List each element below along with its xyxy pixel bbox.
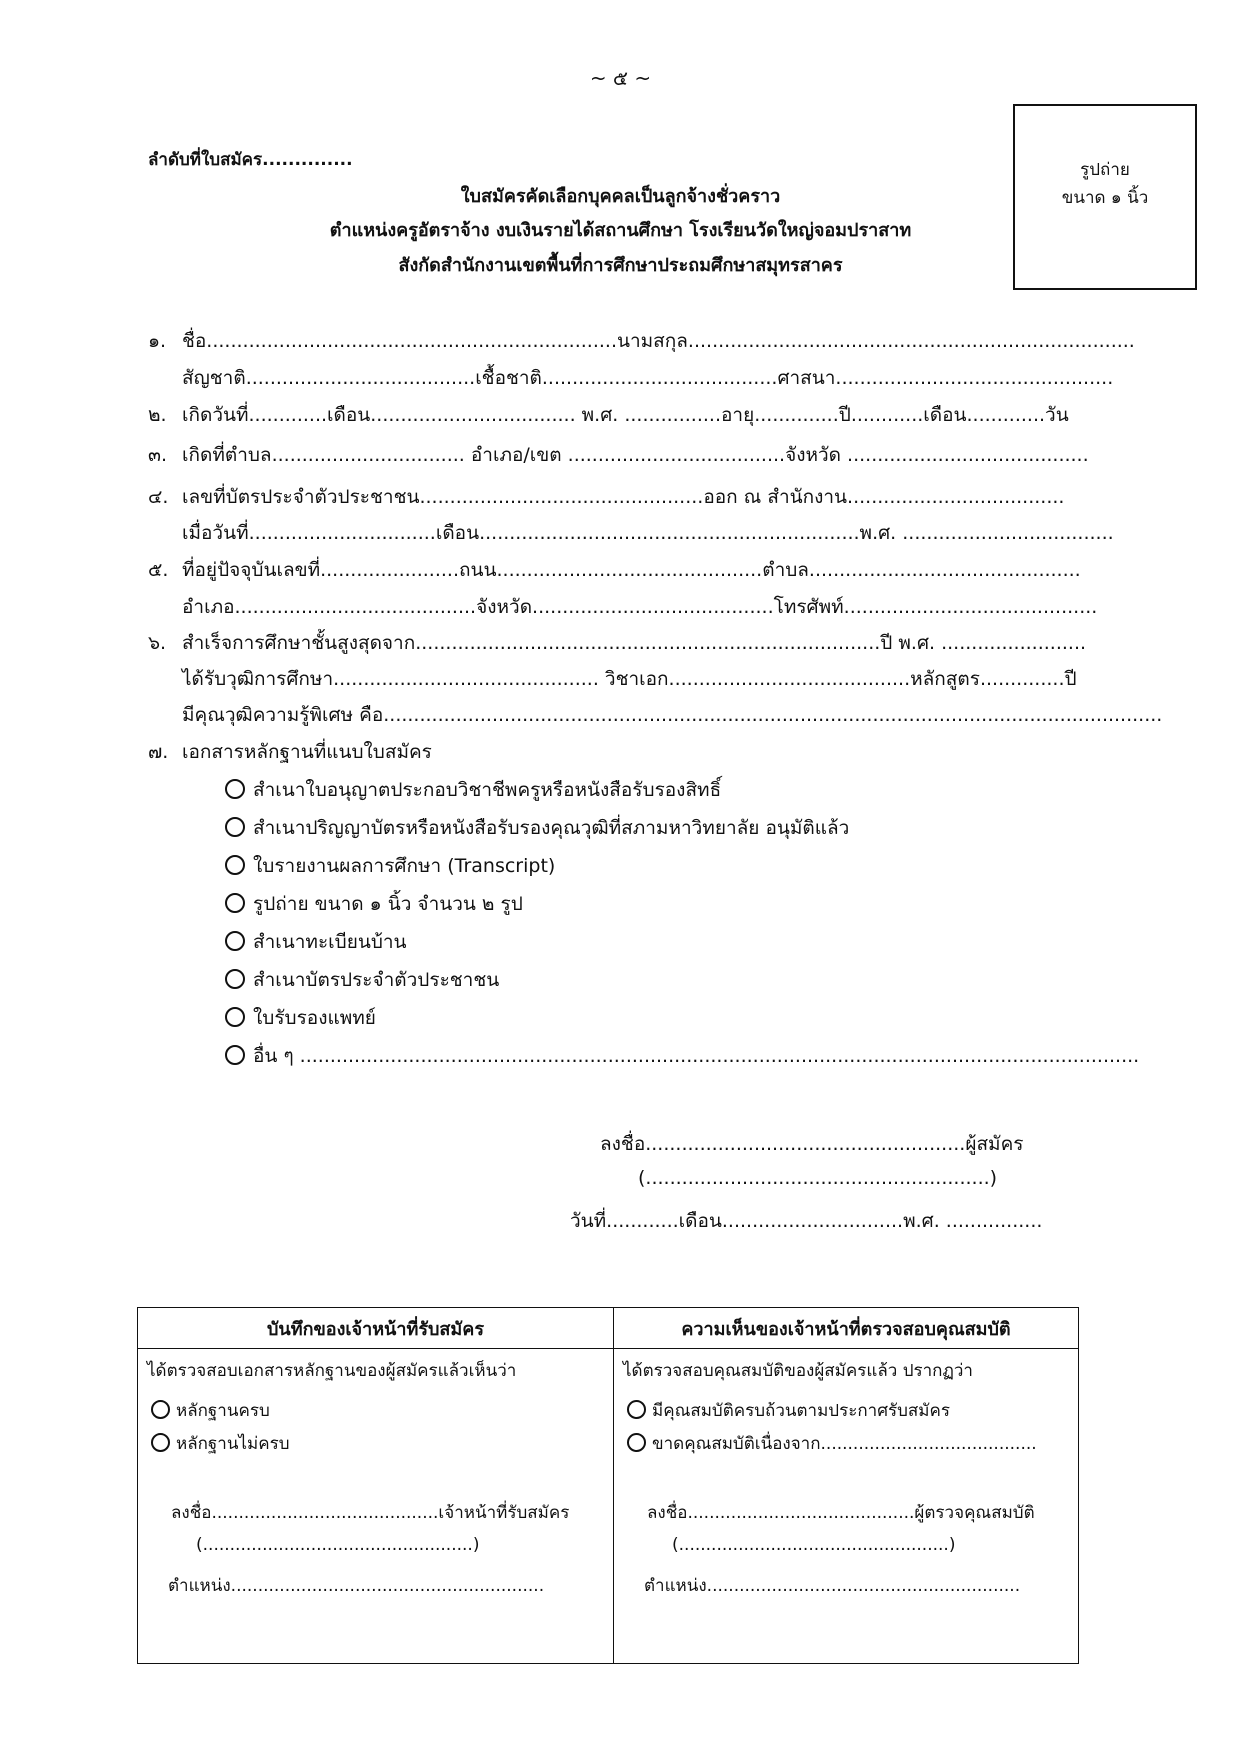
radio-circle-icon[interactable] bbox=[225, 817, 245, 837]
form-position-line: ตำแหน่งครูอัตราจ้าง งบเงินรายได้สถานศึกษา โรงเรียนวัดใหญ่จอมปราสาท bbox=[329, 220, 912, 241]
document-label: อื่น ๆ ........................................................................................................................................... bbox=[253, 1045, 1140, 1067]
radio-circle-icon[interactable] bbox=[151, 1433, 170, 1452]
radio-circle-icon[interactable] bbox=[627, 1400, 646, 1419]
document-label: รูปถ่าย ขนาด ๑ นิ้ว จำนวน ๒ รูป bbox=[253, 893, 523, 915]
left-header: บันทึกของเจ้าหน้าที่รับสมัคร bbox=[138, 1308, 614, 1349]
document-option-other[interactable] bbox=[225, 1041, 1139, 1071]
field-name-line[interactable] bbox=[148, 326, 1135, 356]
address-field[interactable]: ที่อยู่ปัจจุบันเลขที่.......................ถนน............................................ตำบล............................................. bbox=[182, 559, 1081, 581]
id-issue-date-field[interactable]: เมื่อวันที่...............................เดือน...............................................................พ.ศ. ................................... bbox=[182, 522, 1114, 544]
document-option[interactable] bbox=[225, 927, 407, 957]
document-option[interactable] bbox=[225, 889, 523, 919]
field-idcard-line[interactable] bbox=[148, 482, 1064, 512]
radio-circle-icon[interactable] bbox=[225, 1007, 245, 1027]
document-label: สำเนาบัตรประจำตัวประชาชน bbox=[253, 969, 500, 991]
item-number: ๔. bbox=[148, 486, 169, 508]
document-option[interactable] bbox=[225, 851, 555, 881]
documents-heading bbox=[148, 737, 432, 767]
field-birth-line[interactable] bbox=[148, 400, 1069, 430]
item-number: ๕. bbox=[148, 559, 169, 581]
education-field[interactable]: สำเร็จการศึกษาชั้นสูงสุดจาก.............................................................................ปี พ.ศ. ........................ bbox=[182, 632, 1087, 654]
receiver-option-incomplete[interactable] bbox=[151, 1430, 290, 1457]
document-label: ใบรับรองแพทย์ bbox=[253, 1007, 376, 1029]
id-card-field[interactable]: เลขที่บัตรประจำตัวประชาชน...............................................ออก ณ สำนักงาน.................................... bbox=[182, 486, 1065, 508]
receiver-signature-line[interactable]: ลงชื่อ..........................................เจ้าหน้าที่รับสมัคร bbox=[171, 1503, 570, 1523]
checker-option-qualified[interactable] bbox=[627, 1397, 950, 1424]
document-label: สำเนาปริญญาบัตรหรือหนังสือรับรองคุณวุฒิที่สภามหาวิทยาลัย อนุมัติแล้ว bbox=[253, 817, 850, 839]
checker-intro: ได้ตรวจสอบคุณสมบัติของผู้สมัครแล้ว ปรากฏว่า bbox=[623, 1361, 973, 1381]
radio-circle-icon[interactable] bbox=[225, 931, 245, 951]
receiver-record-cell bbox=[138, 1349, 613, 1663]
page-number: ~ ๕ ~ bbox=[589, 66, 652, 90]
document-option[interactable] bbox=[225, 1003, 376, 1033]
item-number: ๖. bbox=[148, 632, 167, 654]
checker-option-unqualified[interactable] bbox=[627, 1430, 1037, 1457]
document-option[interactable] bbox=[225, 813, 849, 843]
item-number: ๗. bbox=[148, 741, 169, 763]
checker-signature-line[interactable]: ลงชื่อ..........................................ผู้ตรวจคุณสมบัติ bbox=[647, 1503, 1035, 1523]
applicant-date-line[interactable]: วันที่............เดือน..............................พ.ศ. ................ bbox=[570, 1210, 1043, 1232]
document-option[interactable] bbox=[225, 775, 721, 805]
receiver-option-complete[interactable] bbox=[151, 1397, 270, 1424]
radio-circle-icon[interactable] bbox=[151, 1400, 170, 1419]
option-label: หลักฐานครบ bbox=[176, 1401, 270, 1421]
birth-date-field[interactable]: เกิดวันที่.............เดือน.................................. พ.ศ. ................อายุ..............ปี............เดือน.............วัน bbox=[182, 404, 1069, 426]
name-field[interactable]: ชื่อ....................................................................นามสกุล.......................................................................... bbox=[182, 330, 1135, 352]
radio-circle-icon[interactable] bbox=[225, 969, 245, 989]
radio-circle-icon[interactable] bbox=[225, 855, 245, 875]
applicant-signature-line[interactable]: ลงชื่อ.....................................................ผู้สมัคร bbox=[600, 1133, 1024, 1155]
document-label: สำเนาใบอนุญาตประกอบวิชาชีพครูหรือหนังสือรับรองสิทธิ์ bbox=[253, 779, 722, 801]
document-label: ใบรายงานผลการศึกษา (Transcript) bbox=[253, 855, 556, 877]
option-label: มีคุณสมบัติครบถ้วนตามประกาศรับสมัคร bbox=[652, 1401, 950, 1421]
field-address-line[interactable] bbox=[148, 555, 1081, 585]
office-use-table bbox=[137, 1307, 1079, 1664]
radio-circle-icon[interactable] bbox=[627, 1433, 646, 1452]
receiver-intro: ได้ตรวจสอบเอกสารหลักฐานของผู้สมัครแล้วเห็นว่า bbox=[147, 1361, 517, 1381]
form-title: ใบสมัครคัดเลือกบุคคลเป็นลูกจ้างชั่วคราว bbox=[460, 186, 781, 207]
district-province-phone-field[interactable]: อำเภอ........................................จังหวัด........................................โทรศัพท์.......................................... bbox=[182, 596, 1098, 618]
applicant-name-line[interactable]: (.........................................................) bbox=[638, 1167, 998, 1189]
radio-circle-icon[interactable] bbox=[225, 893, 245, 913]
item-number: ๑. bbox=[148, 330, 167, 352]
birthplace-field[interactable]: เกิดที่ตำบล................................ อำเภอ/เขต ....................................จังหวัด ........................................ bbox=[182, 444, 1089, 466]
field-birthplace-line[interactable] bbox=[148, 440, 1089, 470]
item-number: ๒. bbox=[148, 404, 167, 426]
document-label: สำเนาทะเบียนบ้าน bbox=[253, 931, 407, 953]
field-education-line[interactable] bbox=[148, 628, 1086, 658]
form-agency-line: สังกัดสำนักงานเขตพื้นที่การศึกษาประถมศึกษาสมุทรสาคร bbox=[398, 255, 843, 276]
checker-position-line[interactable]: ตำแหน่ง.......................................................... bbox=[644, 1576, 1021, 1596]
receiver-position-line[interactable]: ตำแหน่ง.......................................................... bbox=[168, 1576, 545, 1596]
nationality-field[interactable]: สัญชาติ......................................เชื้อชาติ.......................................ศาสนา.............................................. bbox=[182, 367, 1114, 389]
document-option[interactable] bbox=[225, 965, 499, 995]
photo-box-label: รูปถ่าย bbox=[1080, 160, 1130, 180]
application-number: ลำดับที่ใบสมัคร.............. bbox=[148, 150, 353, 170]
receiver-name-line[interactable]: (..................................................) bbox=[196, 1535, 480, 1555]
right-header: ความเห็นของเจ้าหน้าที่ตรวจสอบคุณสมบัติ bbox=[614, 1308, 1079, 1349]
option-label: หลักฐานไม่ครบ bbox=[176, 1434, 290, 1454]
option-label: ขาดคุณสมบัติเนื่องจาก........................................ bbox=[652, 1434, 1037, 1454]
qualification-check-cell bbox=[614, 1349, 1078, 1663]
checker-name-line[interactable]: (..................................................) bbox=[672, 1535, 956, 1555]
radio-circle-icon[interactable] bbox=[225, 779, 245, 799]
documents-heading-label: เอกสารหลักฐานที่แนบใบสมัคร bbox=[182, 741, 432, 763]
photo-box-size: ขนาด ๑ นิ้ว bbox=[1061, 188, 1149, 208]
special-skills-field[interactable]: มีคุณวุฒิความรู้พิเศษ คือ................................................................................................................................. bbox=[182, 704, 1163, 726]
item-number: ๓. bbox=[148, 444, 168, 466]
radio-circle-icon[interactable] bbox=[225, 1045, 245, 1065]
degree-major-field[interactable]: ได้รับวุฒิการศึกษา............................................ วิชาเอก........................................หลักสูตร..............ปี bbox=[182, 668, 1077, 690]
